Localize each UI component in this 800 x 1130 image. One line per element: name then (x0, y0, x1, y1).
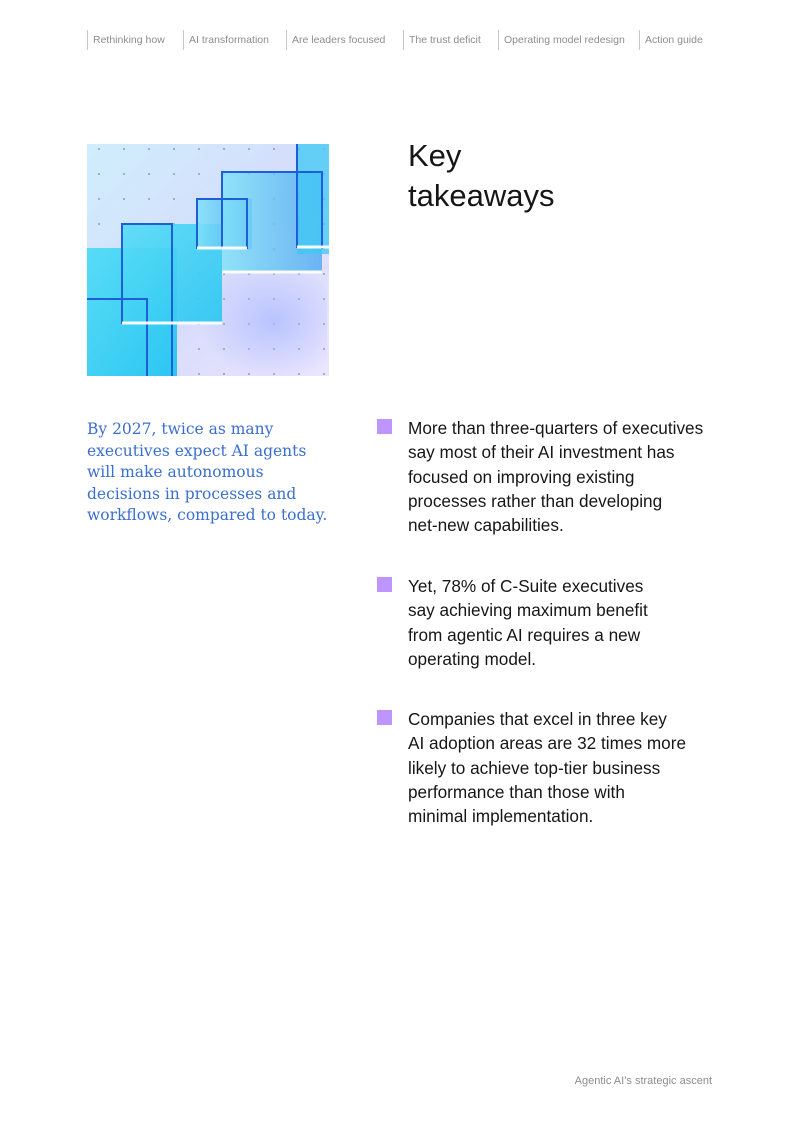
nav-item-action-guide[interactable]: Action guide (639, 30, 703, 50)
page-title (408, 136, 648, 216)
takeaway-line: More than three-quarters of executives (408, 418, 704, 438)
bullet-square-icon (377, 419, 392, 434)
takeaway-line: AI adoption areas are 32 times more (408, 733, 687, 754)
page-title-line: Key (408, 138, 462, 173)
nav-item-operating-model-redesign[interactable]: Operating model redesign (498, 30, 625, 50)
takeaway-line: say achieving maximum benefit (408, 600, 648, 621)
takeaway-line: Companies that excel in three key (408, 709, 667, 729)
takeaway-line: Yet, 78% of C-Suite executives (408, 576, 644, 596)
takeaway-line: say most of their AI investment has (408, 442, 675, 463)
bullet-square-icon (377, 577, 392, 592)
takeaway-line: processes rather than developing (408, 490, 663, 511)
abstract-glass-blocks-image (87, 144, 329, 376)
nav-item-rethinking-how[interactable]: Rethinking how (87, 30, 165, 50)
bullet-square-icon (377, 710, 392, 725)
takeaway-line: from agentic AI requires a new (408, 624, 641, 645)
takeaway-line: performance than those with (408, 781, 625, 802)
page-title-line: takeaways (408, 178, 555, 213)
footer-document-title: Agentic AI’s strategic ascent (574, 1075, 712, 1087)
pull-quote-line: executives expect AI agents (87, 441, 307, 460)
pull-quote-line: decisions in processes and (87, 484, 297, 503)
pull-quote-line: By 2027, twice as many (87, 420, 274, 438)
takeaway-line: net-new capabilities. (408, 515, 564, 536)
pull-quote-line: workflows, compared to today. (87, 506, 328, 524)
pull-quote-line: will make autonomous (87, 463, 264, 481)
takeaway-line: operating model. (408, 648, 537, 669)
nav-item-trust-deficit[interactable]: The trust deficit (403, 30, 481, 50)
pull-quote (87, 419, 337, 527)
takeaway-text (408, 416, 718, 537)
takeaway-line: minimal implementation. (408, 806, 594, 827)
takeaway-text (408, 574, 718, 671)
takeaway-line: likely to achieve top-tier business (408, 757, 661, 778)
nav-item-ai-transformation[interactable]: AI transformation (183, 30, 269, 50)
takeaway-line: focused on improving existing (408, 466, 635, 487)
nav-item-are-leaders-focused[interactable]: Are leaders focused (286, 30, 385, 50)
takeaway-text (408, 707, 718, 828)
